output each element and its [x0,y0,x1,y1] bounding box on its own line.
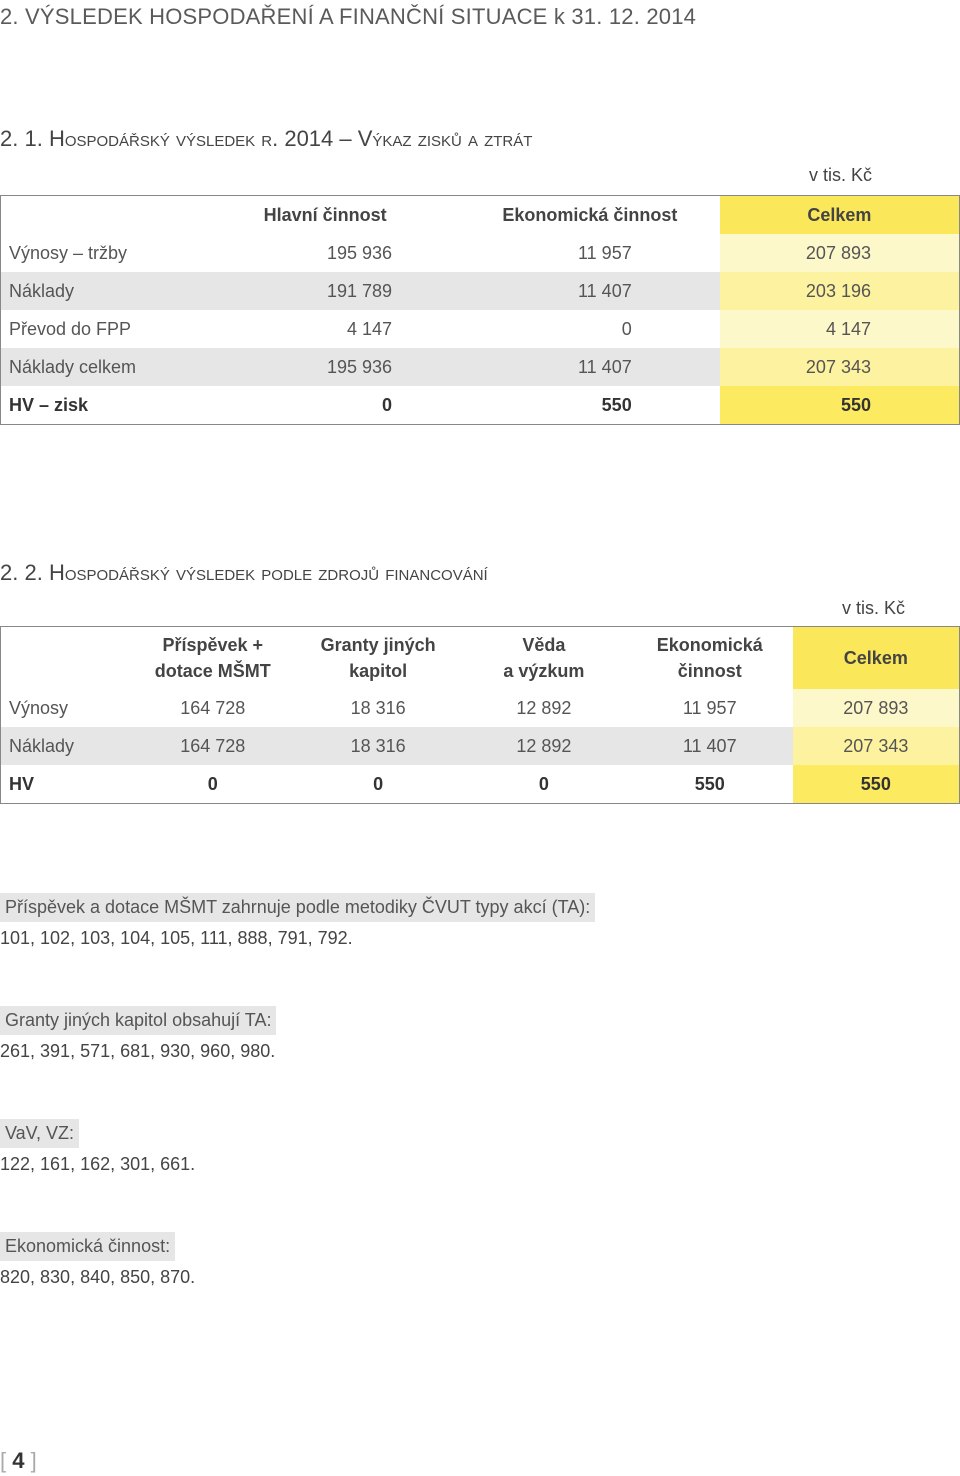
cell-main: 4 147 [347,318,393,339]
cell-value: 0 [538,773,549,794]
cell-total: 203 196 [720,272,960,310]
cell-main: 195 936 [160,348,420,386]
table-header-row [1,627,960,690]
row-label: Náklady celkem [1,348,161,386]
header-empty [1,196,161,235]
note-vav-label: VaV, VZ: [0,1119,79,1148]
cell-total: 207 343 [793,727,960,765]
header-main: Hlavní činnost [263,204,387,225]
cell-value: 12 892 [461,727,627,765]
page-number: [ 4 ] [0,1448,37,1473]
section-1-unit: v tis. Kč [808,165,872,185]
note-grants-label: Granty jiných kapitol obsahují TA: [0,1006,276,1035]
header-economic: Ekonomická činnost [656,635,763,681]
table-row [1,272,960,310]
section-2-title: Hospodářský výsledek podle zdrojů financování [48,560,488,585]
cell-value: 0 [373,773,384,794]
header-total: Celkem [793,627,960,690]
table-row-total [1,386,960,425]
table-row [1,234,960,272]
table-row [1,348,960,386]
header-empty [1,627,131,690]
row-label: Výnosy [9,697,69,718]
table-row [1,310,960,348]
row-label: HV [9,773,35,794]
cell-eco: 11 407 [420,272,720,310]
note-msmt-list: 101, 102, 103, 104, 105, 111, 888, 791, 792. [0,928,353,948]
cell-value: 12 892 [516,697,572,718]
cell-main: 191 789 [160,272,420,310]
cell-eco: 0 [621,318,632,339]
cell-main: 0 [382,394,393,415]
row-label: Výnosy – tržby [9,242,128,263]
section-1-number: 2. 1. [0,126,43,151]
cell-eco: 550 [601,394,632,415]
table-row [1,689,960,727]
note-grants-list: 261, 391, 571, 681, 930, 960, 980. [0,1041,276,1061]
page-heading: 2. VÝSLEDEK HOSPODAŘENÍ A FINANČNÍ SITUACE k 31. 12. 2014 [0,4,697,29]
table-row [1,727,960,765]
note-vav-list: 122, 161, 162, 301, 661. [0,1154,196,1174]
table-row-total [1,765,960,804]
cell-total: 550 [793,765,960,804]
section-2-number: 2. 2. [0,560,43,585]
cell-value: 164 728 [180,697,246,718]
cell-value: 11 407 [627,727,793,765]
cell-eco: 11 957 [578,242,632,263]
cell-total: 4 147 [720,310,960,348]
cell-value: 164 728 [130,727,295,765]
table-header-row [1,196,960,235]
note-economic-label: Ekonomická činnost: [0,1232,175,1261]
cell-total: 550 [720,386,960,425]
profit-loss-table [0,195,960,425]
funding-sources-table [0,626,960,804]
cell-value: 11 957 [682,697,737,718]
note-msmt-label: Příspěvek a dotace MŠMT zahrnuje podle metodiky ČVUT typy akcí (TA): [0,893,595,922]
cell-value: 0 [207,773,218,794]
header-grants: Granty jiných kapitol [320,635,436,681]
row-label: Převod do FPP [9,318,132,339]
cell-total: 207 893 [720,234,960,272]
cell-total: 207 893 [793,689,960,727]
header-msmt: Příspěvek + dotace MŠMT [154,635,271,681]
header-eco: Ekonomická činnost [502,204,678,225]
row-label: HV – zisk [9,394,89,415]
header-science: Věda a výzkum [503,635,585,681]
section-2-unit: v tis. Kč [841,598,905,618]
section-2-heading [0,560,488,586]
section-1-title: Hospodářský výsledek r. 2014 – Výkaz zisků a ztrát [48,126,533,151]
section-1-heading [0,126,532,152]
cell-main: 195 936 [326,242,393,263]
cell-eco: 11 407 [420,348,720,386]
row-label: Náklady [1,272,161,310]
cell-value: 550 [694,773,725,794]
cell-value: 18 316 [350,697,406,718]
note-economic-list: 820, 830, 840, 850, 870. [0,1267,196,1287]
cell-value: 18 316 [295,727,461,765]
header-total: Celkem [720,196,960,235]
cell-total: 207 343 [720,348,960,386]
row-label: Náklady [1,727,131,765]
